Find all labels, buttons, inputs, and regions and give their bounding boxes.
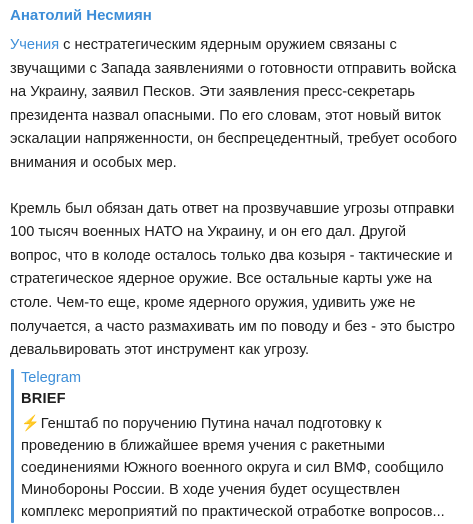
lightning-icon: ⚡ [21,414,40,432]
forwarded-preview[interactable] [10,367,461,523]
post-paragraph-2: Кремль был обязан дать ответ на прозвучавшие угрозы отправки 100 тысяч военных НАТО на Украину, и он его дал. Другой вопрос, что в колоде осталось только два козыря - тактические и стратегическое ядерное оружие. Все остальные карты уже на столе. Чем-то еще, кроме ядерного оружия, удивить уже не получается, а часто размахивать им по поводу и без - это быстро девальвировать этот инструмент как угрозу. [10,200,455,359]
post-author[interactable]: Анатолий Несмиян [10,7,152,24]
preview-text: Генштаб по поручению Путина начал подготовку к проведению в ближайшее время учения с ракетными соединениями Южного военного округа и сил ВМФ, сообщило Минобороны России. В ходе учения будет осуществлен комплекс мероприятий по практической отработке вопросов... [21,415,445,520]
paragraph-1-text: с нестратегическим ядерным оружием связаны с звучащими с Запада заявлениями о готовности отправить войска на Украину, заявил Песков. Эти заявления пресс-секретарь президента назвал опасными. По его словам, этот новый виток эскалации напряженности, он беспрецедентный, требует особого внимания и особых мер. [10,37,457,171]
preview-text-block [21,413,461,523]
hashtag-link-ucheniya[interactable]: Учения [10,37,60,53]
preview-title: BRIEF [21,390,66,407]
quote-accent-bar [11,369,14,523]
preview-source[interactable]: Telegram [21,369,82,386]
post-paragraph-1 [10,34,461,176]
